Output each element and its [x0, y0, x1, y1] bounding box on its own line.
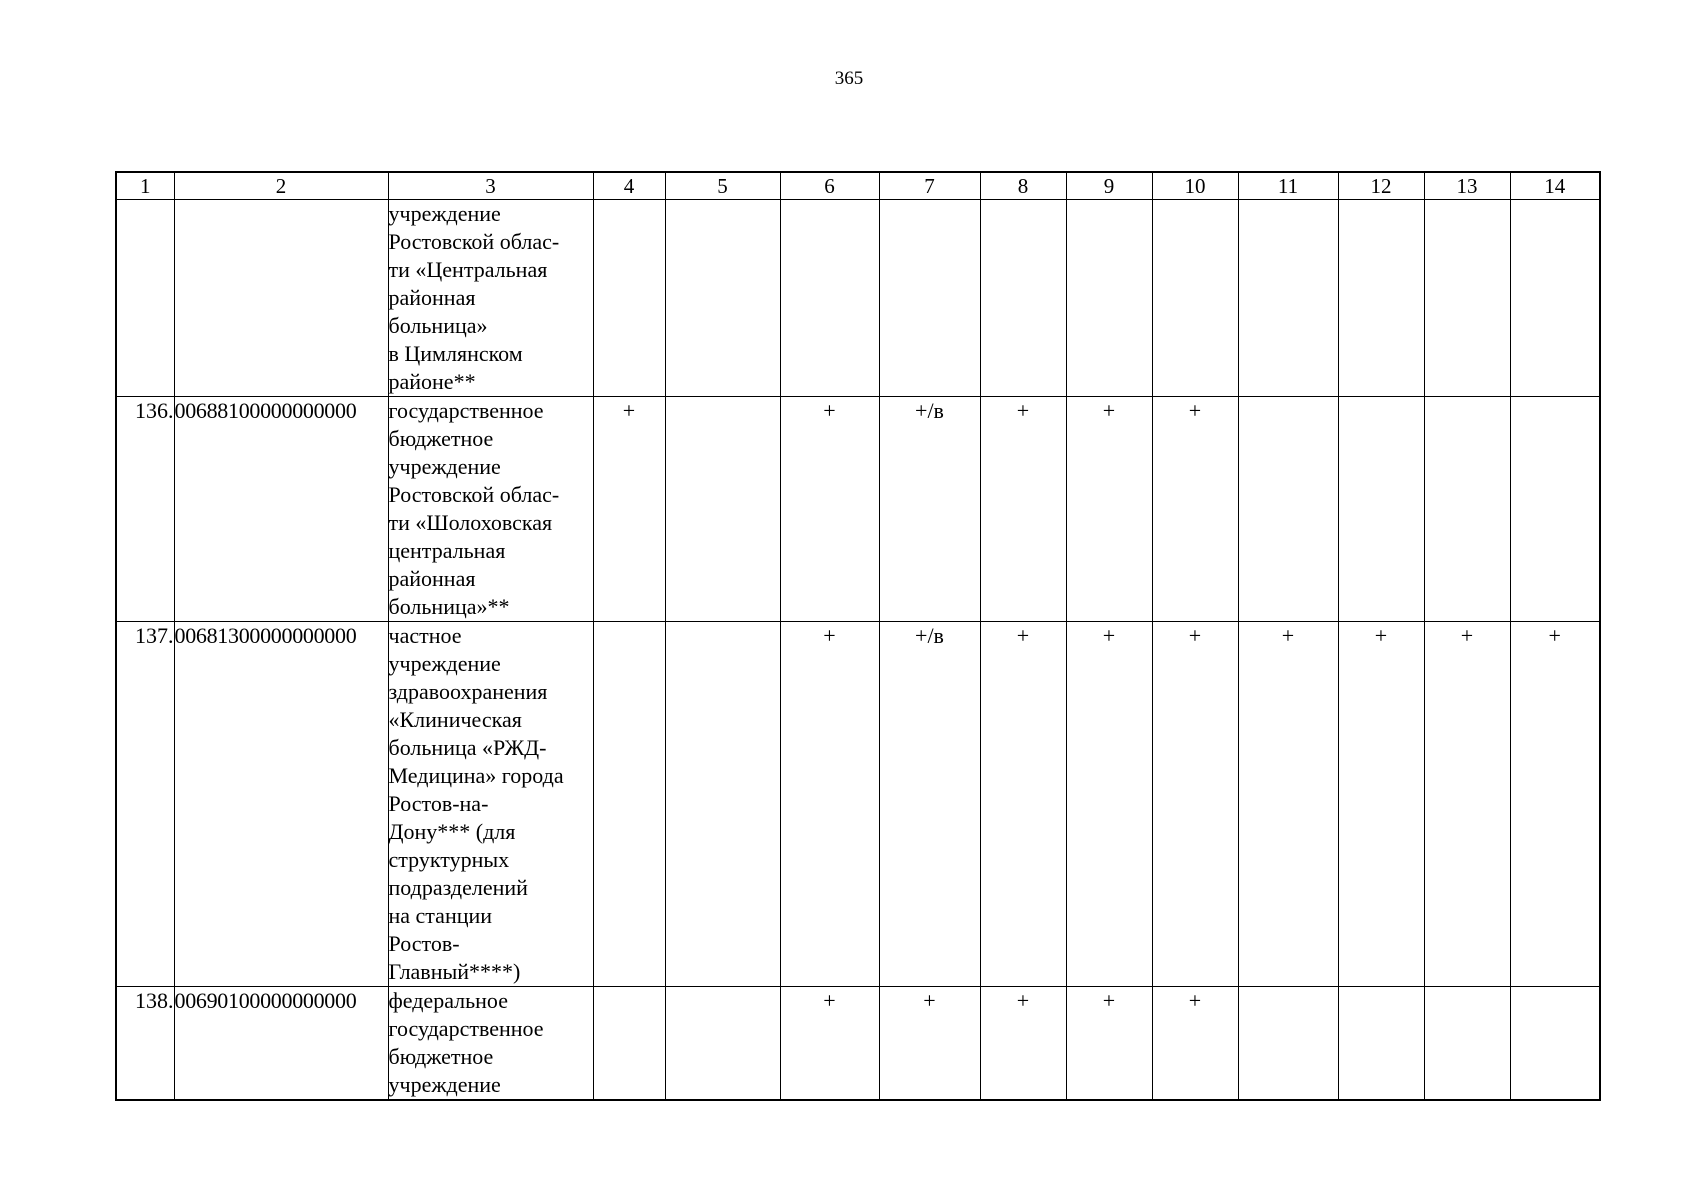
mark-cell-col-14 — [1510, 987, 1600, 1101]
mark-cell-col-6: + — [780, 397, 879, 622]
code-cell — [174, 200, 388, 397]
mark-cell-col-7: +/в — [879, 622, 980, 987]
mark-cell-col-4 — [593, 622, 665, 987]
organization-name-line: больница»** — [388, 594, 510, 619]
organization-name-line: Главный****) — [388, 959, 521, 984]
mark-cell-col-14: + — [1510, 622, 1600, 987]
organization-name-line: ти «Шолоховская — [388, 510, 553, 535]
mark-cell-col-8 — [980, 200, 1066, 397]
organization-name-line: учреждение — [388, 201, 501, 226]
column-header-1: 1 — [116, 172, 174, 200]
row-number-cell — [116, 200, 174, 397]
mark-cell-col-6: + — [780, 622, 879, 987]
page-number: 365 — [834, 68, 864, 89]
organization-name-line: учреждение — [388, 1072, 501, 1097]
column-header-6: 6 — [780, 172, 879, 200]
column-header-14: 14 — [1510, 172, 1600, 200]
organization-name-line: Ростов- — [388, 931, 460, 956]
organization-name-line: Ростов-на- — [388, 791, 489, 816]
organization-name-line: Ростовской облас- — [388, 229, 560, 254]
mark-cell-col-13 — [1424, 200, 1510, 397]
mark-cell-col-12 — [1338, 200, 1424, 397]
organization-name-line: больница «РЖД- — [388, 735, 547, 760]
mark-cell-col-10: + — [1152, 622, 1238, 987]
mark-cell-col-10: + — [1152, 987, 1238, 1101]
column-header-7: 7 — [879, 172, 980, 200]
mark-cell-col-9 — [1066, 200, 1152, 397]
organization-name-line: районе** — [388, 369, 476, 394]
organization-name-line: больница» — [388, 313, 488, 338]
mark-cell-col-5 — [665, 987, 780, 1101]
code-cell: 00690100000000000 — [174, 987, 388, 1101]
mark-cell-col-4 — [593, 987, 665, 1101]
mark-cell-col-7: + — [879, 987, 980, 1101]
mark-cell-col-12: + — [1338, 622, 1424, 987]
code-cell: 00688100000000000 — [174, 397, 388, 622]
mark-cell-col-10 — [1152, 200, 1238, 397]
mark-cell-col-4 — [593, 200, 665, 397]
mark-cell-col-8: + — [980, 987, 1066, 1101]
mark-cell-col-9: + — [1066, 622, 1152, 987]
organization-name-line: Дону*** (для — [388, 819, 516, 844]
organization-name-line: государственное — [388, 398, 544, 423]
mark-cell-col-11 — [1238, 200, 1338, 397]
column-header-13: 13 — [1424, 172, 1510, 200]
mark-cell-col-6 — [780, 200, 879, 397]
mark-cell-col-8: + — [980, 397, 1066, 622]
organization-name-line: районная — [388, 566, 476, 591]
mark-cell-col-13 — [1424, 397, 1510, 622]
organization-name-cell — [388, 397, 593, 622]
mark-cell-col-10: + — [1152, 397, 1238, 622]
organization-name-line: здравоохранения — [388, 679, 548, 704]
organization-name-line: бюджетное — [388, 1044, 494, 1069]
organization-name-line: бюджетное — [388, 426, 494, 451]
organization-name-line: учреждение — [388, 454, 501, 479]
table-row — [116, 397, 1600, 622]
mark-cell-col-5 — [665, 200, 780, 397]
organization-name-line: государственное — [388, 1016, 544, 1041]
column-header-8: 8 — [980, 172, 1066, 200]
table-row — [116, 200, 1600, 397]
table-header — [116, 172, 1600, 200]
mark-cell-col-5 — [665, 622, 780, 987]
column-header-4: 4 — [593, 172, 665, 200]
column-header-9: 9 — [1066, 172, 1152, 200]
table-row — [116, 622, 1600, 987]
column-header-5: 5 — [665, 172, 780, 200]
column-header-12: 12 — [1338, 172, 1424, 200]
mark-cell-col-4: + — [593, 397, 665, 622]
organization-name-line: в Цимлянском — [388, 341, 523, 366]
column-header-3: 3 — [388, 172, 593, 200]
mark-cell-col-13 — [1424, 987, 1510, 1101]
organization-name-line: учреждение — [388, 651, 501, 676]
organization-name-cell — [388, 987, 593, 1101]
organization-name-line: районная — [388, 285, 476, 310]
mark-cell-col-9: + — [1066, 397, 1152, 622]
organization-name-line: центральная — [388, 538, 506, 563]
organization-name-cell — [388, 200, 593, 397]
table-body — [116, 200, 1600, 1101]
row-number-cell: 138. — [116, 987, 174, 1101]
data-table — [115, 171, 1601, 1101]
mark-cell-col-13: + — [1424, 622, 1510, 987]
mark-cell-col-11 — [1238, 987, 1338, 1101]
mark-cell-col-5 — [665, 397, 780, 622]
organization-name-line: подразделений — [388, 875, 528, 900]
mark-cell-col-14 — [1510, 397, 1600, 622]
row-number-cell: 136. — [116, 397, 174, 622]
mark-cell-col-6: + — [780, 987, 879, 1101]
row-number-cell: 137. — [116, 622, 174, 987]
organization-name-line: Медицина» города — [388, 763, 564, 788]
mark-cell-col-11 — [1238, 397, 1338, 622]
organization-name-line: Ростовской облас- — [388, 482, 560, 507]
mark-cell-col-11: + — [1238, 622, 1338, 987]
organization-name-line: частное — [388, 623, 462, 648]
mark-cell-col-12 — [1338, 987, 1424, 1101]
mark-cell-col-7: +/в — [879, 397, 980, 622]
header-row — [116, 172, 1600, 200]
organization-name-line: на станции — [388, 903, 493, 928]
organization-name-line: федеральное — [388, 988, 508, 1013]
organization-name-line: «Клиническая — [388, 707, 522, 732]
code-cell: 00681300000000000 — [174, 622, 388, 987]
organization-name-cell — [388, 622, 593, 987]
mark-cell-col-7 — [879, 200, 980, 397]
column-header-10: 10 — [1152, 172, 1238, 200]
mark-cell-col-12 — [1338, 397, 1424, 622]
column-header-11: 11 — [1238, 172, 1338, 200]
organization-name-line: структурных — [388, 847, 510, 872]
mark-cell-col-9: + — [1066, 987, 1152, 1101]
mark-cell-col-8: + — [980, 622, 1066, 987]
table-row — [116, 987, 1600, 1101]
organization-name-line: ти «Центральная — [388, 257, 548, 282]
mark-cell-col-14 — [1510, 200, 1600, 397]
column-header-2: 2 — [174, 172, 388, 200]
